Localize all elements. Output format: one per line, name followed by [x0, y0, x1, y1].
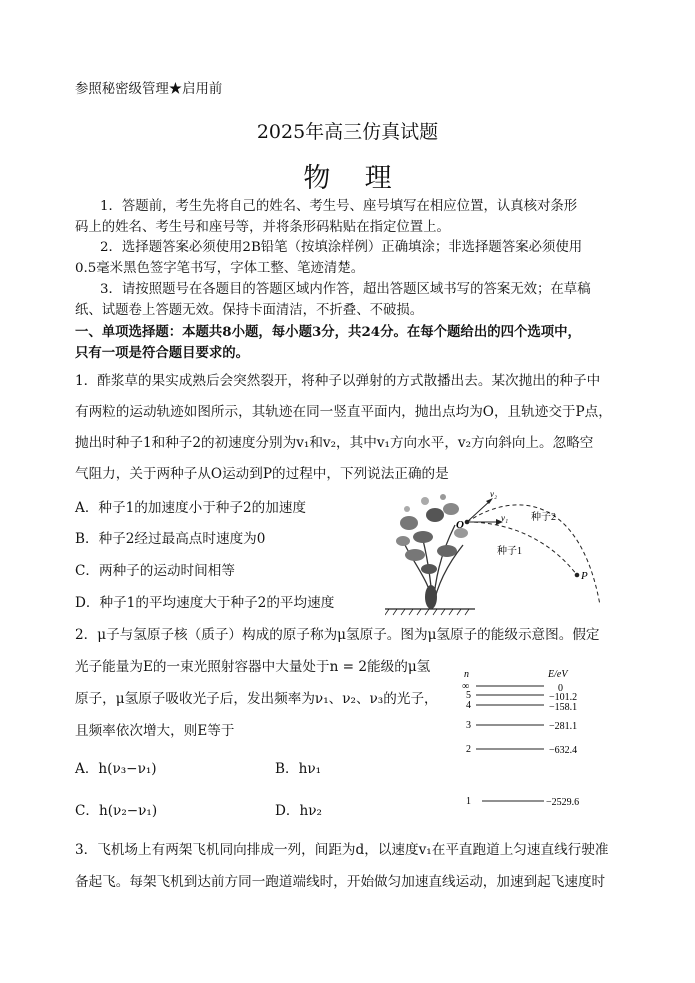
label-v2: v₂: [490, 489, 498, 499]
level-e-inf: 0: [558, 683, 563, 694]
q2-option-c: C．h(ν₂−ν₁): [75, 803, 158, 819]
q1-option-d: D．种子1的平均速度大于种子2的平均速度: [75, 595, 335, 611]
instruction-1-line2: 码上的姓名、考生号和座号等，并将条形码粘贴在指定位置上。: [75, 220, 450, 235]
label-v1: v₁: [501, 513, 509, 523]
subject-title: 物 理: [303, 163, 392, 194]
level-n-4: 4: [466, 700, 471, 711]
q1-line1: 1．酢浆草的果实成熟后会突然裂开，将种子以弹射的方式散播出去。某次抛出的种子中: [75, 373, 601, 389]
level-n-3: 3: [466, 720, 471, 731]
q2-line3: 原子，μ氢原子吸收光子后，发出频率为ν₁、ν₂、ν₃的光子，: [75, 691, 438, 707]
level-n-1: 1: [466, 796, 471, 807]
q2-line4: 且频率依次增大，则E等于: [75, 723, 235, 739]
plant-icon: [396, 494, 468, 609]
energy-level-diagram: [458, 665, 598, 815]
q1-line4: 气阻力，关于两种子从O运动到P的过程中，下列说法正确的是: [75, 466, 449, 482]
instruction-1-line1: 1．答题前，考生先将自己的姓名、考生号、座号填写在相应位置，认真核对条形: [100, 199, 578, 214]
level-e-5: −101.2: [549, 692, 578, 703]
instruction-3-line2: 纸、试题卷上答题无效。保持卡面清洁，不折叠、不破损。: [75, 303, 424, 318]
q2-option-d: D．hν₂: [275, 803, 322, 819]
q2-option-a: A．h(ν₃−ν₁): [75, 761, 157, 777]
instruction-2-line2: 0.5毫米黑色签字笔书写，字体工整、笔迹清楚。: [75, 261, 365, 276]
q2-line2: 光子能量为E的一束光照射容器中大量处于n = 2能级的μ氢: [75, 659, 431, 675]
label-p: P: [581, 570, 588, 582]
level-e-1: −2529.6: [546, 797, 580, 808]
q2-option-b: B．hν₁: [275, 761, 322, 777]
confidential-label: 参照秘密级管理★启用前: [75, 82, 223, 97]
point-p: [575, 573, 580, 578]
section-heading-line2: 只有一项是符合题目要求的。: [75, 345, 250, 361]
seed1-trajectory: [467, 522, 577, 575]
level-n-2: 2: [466, 744, 471, 755]
q3-line1: 3．飞机场上有两架飞机同向排成一列，间距为d，以速度v₁在平直跑道上匀速直线行驶准: [75, 842, 609, 858]
level-n-inf: ∞: [462, 681, 470, 692]
label-seed2: 种子2: [531, 512, 556, 523]
diagram-n-label: n: [464, 669, 469, 680]
level-e-3: −281.1: [549, 721, 578, 732]
q1-line2: 有两粒的运动轨迹如图所示，其轨迹在同一竖直平面内，抛出点均为O，且轨迹交于P点，: [75, 404, 612, 420]
point-o: [465, 520, 470, 525]
q3-line2: 备起飞。每架飞机到达前方同一跑道端线时，开始做匀加速直线运动，加速到起飞速度时: [75, 874, 606, 890]
q2-line1: 2．μ子与氢原子核（质子）构成的原子称为μ氢原子。图为μ氢原子的能级示意图。假定: [75, 627, 600, 643]
instruction-2-line1: 2．选择题答案必须使用2B铅笔（按填涂样例）正确填涂；非选择题答案必须使用: [100, 240, 583, 255]
label-o: O: [456, 519, 464, 531]
q1-option-b: B．种子2经过最高点时速度为0: [75, 531, 266, 547]
q1-line3: 抛出时种子1和种子2的初速度分别为v₁和v₂，其中v₁方向水平，v₂方向斜向上。忽略空: [75, 435, 594, 451]
section-heading-line1: 一、单项选择题：本题共8小题，每小题3分，共24分。在每个题给出的四个选项中，: [75, 324, 581, 340]
q1-trajectory-figure: [385, 485, 615, 617]
level-e-4: −158.1: [549, 702, 578, 713]
q1-option-c: C．两种子的运动时间相等: [75, 563, 235, 579]
diagram-e-label: E/eV: [548, 669, 568, 680]
level-n-5: 5: [466, 690, 471, 701]
instruction-3-line1: 3．请按照题号在各题目的答题区域内作答，超出答题区域书写的答案无效；在草稿: [100, 282, 591, 297]
q1-option-a: A．种子1的加速度小于种子2的加速度: [75, 500, 307, 516]
label-seed1: 种子1: [497, 546, 522, 557]
exam-title: 2025年高三仿真试题: [256, 121, 439, 143]
level-e-2: −632.4: [549, 745, 578, 756]
